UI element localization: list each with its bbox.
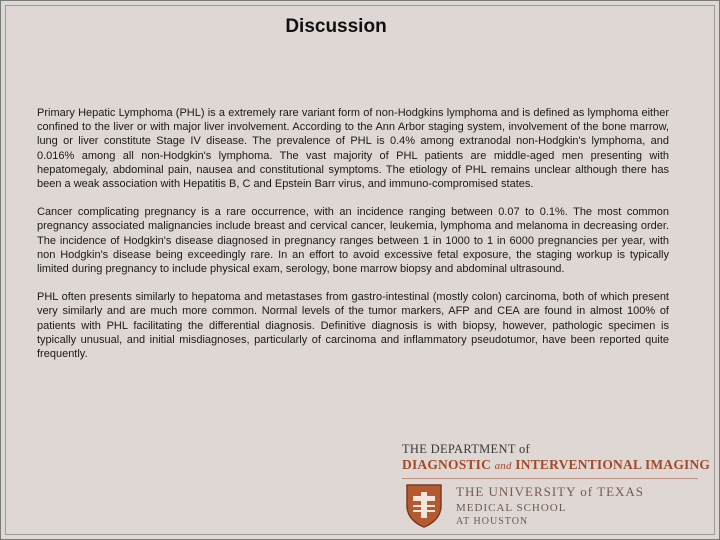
logo-divider [402,478,698,479]
ut-line-1: THE UNIVERSITY of TEXAS [456,484,645,499]
department-logo [402,442,711,532]
dept-diagnostic: DIAGNOSTIC [402,457,492,472]
dept-interventional: INTERVENTIONAL IMAGING [515,457,711,472]
dept-line-1: THE DEPARTMENT of [402,442,530,456]
discussion-body [37,106,669,375]
paragraph-1: Primary Hepatic Lymphoma (PHL) is a extremely rare variant form of non-Hodgkins lymphoma and is defined as lymphoma either confined to the liver or with major liver involvement. According to the Ann Arbor staging system, involvement of the bone marrow, lung or liver constitute Stage IV disease. The prevalence of PHL is 0.4% among extranodal non-Hodgkin's lymphoma, and 0.016% among all non-Hodgkin's lymphoma. The vast majority of PHL patients are middle-aged men presenting with hepatomegaly, abdominal pain, nausea and constitutional symptoms. The etiology of PHL remains unclear although there has been a weak association with Hepatitis B, C and Epstein Barr virus, and immuno-compromised states. [37,107,669,191]
paragraph-3: PHL often presents similarly to hepatoma and metastases from gastro-intestinal (mostly colon) carcinoma, both of which present very similarly and are much more common. Normal levels of the tumor markers, AFP and CEA are found in almost 100% of patients with PHL facilitating the differential diagnosis. Definitive diagnosis is with biopsy, however, pathologic specimen is typically unusual, and initial misdiagnoses, particularly of carcinoma and inflammatory pseudotumor, have been reported quite frequently. [37,291,669,361]
dept-and: and [494,460,512,472]
ut-line-3: AT HOUSTON [456,516,529,527]
dept-line-2 [402,457,710,473]
page-title: Discussion [285,16,387,37]
ut-shield-icon [404,482,444,528]
ut-line-2: MEDICAL SCHOOL [456,502,567,514]
paragraph-2: Cancer complicating pregnancy is a rare occurrence, with an incidence ranging between 0.07 to 0.1%. The most common pregnancy associated malignancies include breast and cervical cancer, leukemia, lymphoma and melanoma in decreasing order. The incidence of Hodgkin's disease diagnosed in pregnancy ranges between 1 in 1000 to 1 in 6000 pregnancies per year, with non Hodgkin's disease being exceedingly rare. In an effort to avoid excessive fetal exposure, the staging workup is typically limited during pregnancy to include physical exam, serology, bone marrow biopsy and abdominal ultrasound. [37,206,669,276]
